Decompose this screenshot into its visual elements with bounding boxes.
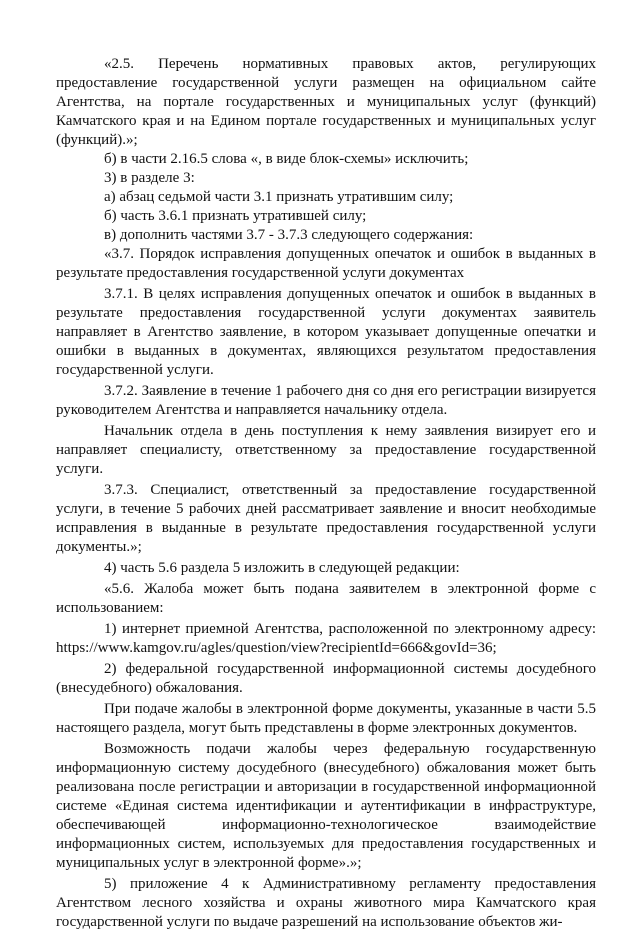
paragraph-3-7-1: 3.7.1. В целях исправления допущенных опечаток и ошибок в выданных в результате предоставления государственной услуги документах заявитель направляет в Агентство заявление, в котором указывает допущенные опечатки и ошибки в выданных в документах, являющихся результатом предоставления государственной услуги. — [56, 286, 596, 378]
paragraph-item-4: 4) часть 5.6 раздела 5 изложить в следующей редакции: — [104, 560, 460, 576]
paragraph-department-head: Начальник отдела в день поступления к нему заявления визирует его и направляет специалисту, ответственному за предоставление государственной услуги. — [56, 423, 596, 477]
paragraph-item-v: в) дополнить частями 3.7 - 3.7.3 следующего содержания: — [104, 227, 474, 243]
paragraph-item-b-3-6-1: б) часть 3.6.1 признать утратившей силу; — [104, 208, 367, 224]
paragraph-item-5: 5) приложение 4 к Административному регламенту предоставления Агентством лесного хозяйства и охраны животного мира Камчатского края государственной услуги по выдаче разрешений на использование объектов жи- — [56, 876, 596, 930]
paragraph-internet-reception: 1) интернет приемной Агентства, расположенной по электронному адресу: https://www.kamgov.ru/agles/question/view?recipientId=666&govId=36; — [56, 621, 596, 656]
paragraph-2-5: «2.5. Перечень нормативных правовых актов, регулирующих предоставление государственной услуги размещен на официальном сайте Агентства, на портале государственных и муниципальных услуг (функций) Камчатского края и на Едином портале государственных и муниципальных услуг (функций).»; — [56, 56, 596, 148]
paragraph-3-7-2: 3.7.2. Заявление в течение 1 рабочего дня со дня его регистрации визируется руководителем Агентства и направляется начальнику отдела. — [56, 383, 596, 418]
paragraph-item-3: 3) в разделе 3: — [104, 170, 195, 186]
paragraph-5-6: «5.6. Жалоба может быть подана заявителем в электронной форме с использованием: — [56, 581, 596, 616]
paragraph-item-b-2-16-5: б) в части 2.16.5 слова «, в виде блок-схемы» исключить; — [104, 151, 469, 167]
document-body — [56, 55, 596, 932]
paragraph-3-7-3: 3.7.3. Специалист, ответственный за предоставление государственной услуги, в течение 5 рабочих дней рассматривает заявление и вносит необходимые исправления в выданные в результате предоставления государственной услуги документы.»; — [56, 482, 596, 555]
paragraph-electronic-documents: При подаче жалобы в электронной форме документы, указанные в части 5.5 настоящего раздела, могут быть представлены в форме электронных документов. — [56, 701, 596, 736]
paragraph-3-7: «3.7. Порядок исправления допущенных опечаток и ошибок в выданных в результате предоставления государственной услуги документах — [56, 246, 596, 281]
paragraph-item-a: а) абзац седьмой части 3.1 признать утратившим силу; — [104, 189, 454, 205]
paragraph-federal-system: 2) федеральной государственной информационной системы досудебного (внесудебного) обжалования. — [56, 661, 596, 696]
paragraph-complaint-possibility: Возможность подачи жалобы через федеральную государственную информационную систему досудебного (внесудебного) обжалования может быть реализована после регистрации и авторизации в государственной информационной системе «Единая система идентификации и аутентификации в инфраструктуре, обеспечивающей информационно-технологическое взаимодействие информационных систем, используемых для предоставления государственных и муниципальных услуг в электронной форме».»; — [56, 741, 596, 871]
